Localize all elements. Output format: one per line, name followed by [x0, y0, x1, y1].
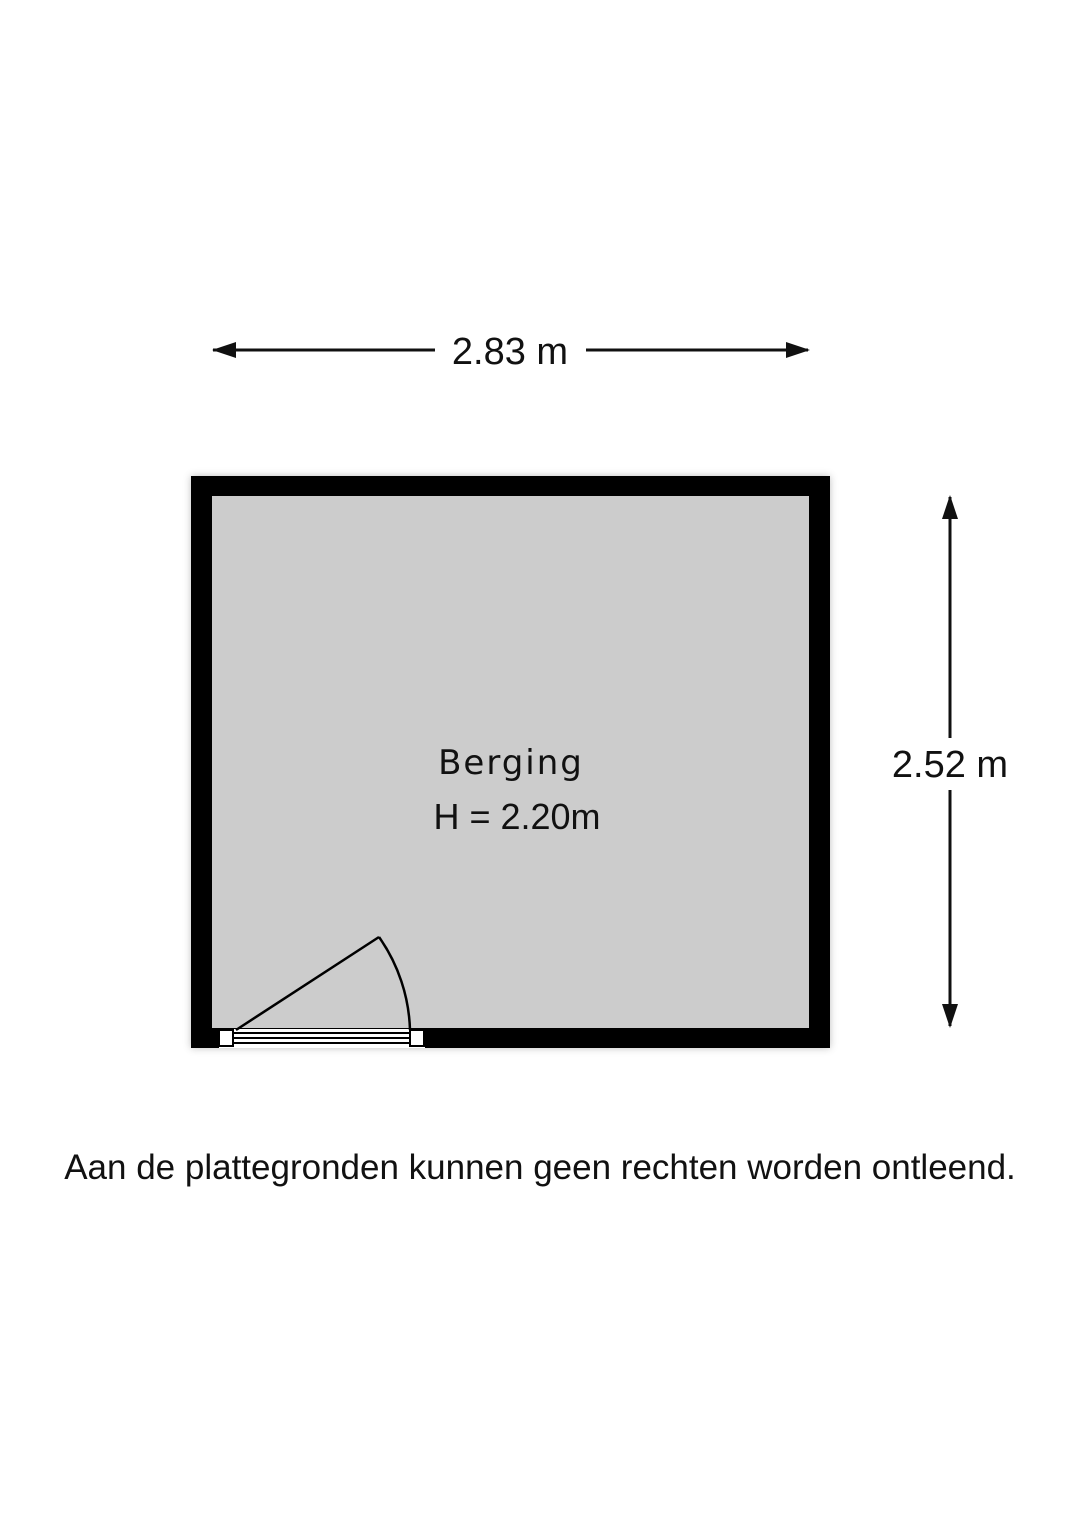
width-label: 2.83 m	[451, 331, 569, 373]
room-name: Berging	[438, 743, 584, 783]
width-dimension	[212, 331, 810, 373]
door-jamb-left	[219, 1030, 233, 1046]
depth-arrow-top-icon	[942, 495, 958, 519]
width-arrow-left-icon	[212, 342, 236, 358]
width-arrow-right-icon	[786, 342, 810, 358]
disclaimer-text: Aan de plattegronden kunnen geen rechten worden ontleend.	[64, 1148, 1016, 1187]
depth-label: 2.52 m	[891, 744, 1009, 786]
room-berging	[191, 476, 830, 1048]
depth-arrow-bottom-icon	[942, 1004, 958, 1028]
depth-dimension	[892, 495, 1008, 1028]
door-jamb-right	[410, 1030, 424, 1046]
room-height: H = 2.20m	[433, 796, 601, 837]
